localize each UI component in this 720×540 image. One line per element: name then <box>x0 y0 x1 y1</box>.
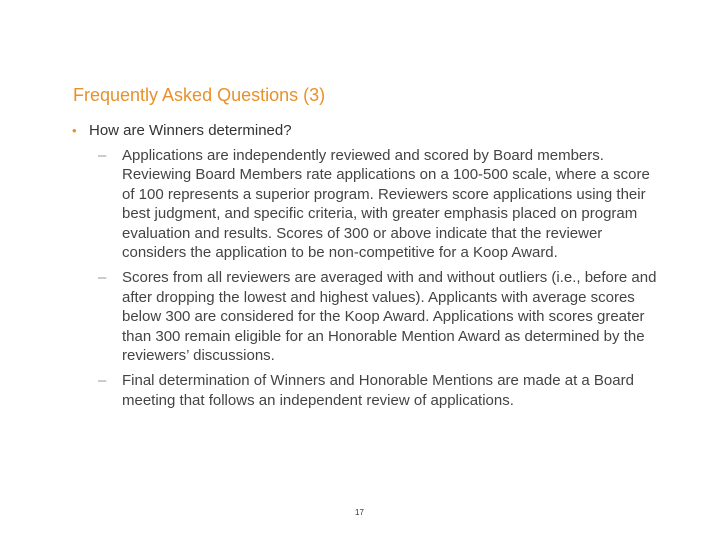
dash-marker: – <box>98 269 107 287</box>
dash-marker: – <box>98 372 107 390</box>
answer-item <box>98 268 658 365</box>
answer-text: Final determination of Winners and Honorable Mentions are made at a Board meeting that follows an independent review of applications. <box>122 372 634 409</box>
slide-title: Frequently Asked Questions (3) <box>73 85 326 105</box>
answer-list <box>98 146 658 416</box>
page-number: 17 <box>355 508 364 517</box>
bullet-question <box>72 121 292 141</box>
bullet-marker: • <box>72 123 77 138</box>
answer-item <box>98 371 658 410</box>
answer-text: Applications are independently reviewed and scored by Board members. Reviewing Board Members rate applications on a 100-500 scale, where a score of 100 represents a superior program. Reviewers score applications using their best judgment, and specific criteria, with greater emphasis placed on program evaluation and results. Scores of 300 or above indicate that the reviewer considers the application to be non-competitive for a Koop Award. <box>122 147 650 262</box>
bullet-text: How are Winners determined? <box>89 122 292 139</box>
dash-marker: – <box>98 147 107 164</box>
answer-item <box>98 146 658 262</box>
answer-text: Scores from all reviewers are averaged with and without outliers (i.e., before and after dropping the lowest and highest values). Applicants with average scores below 300 are considered for the Koop Award. Applications with scores greater than 300 remain eligible for an Honorable Mention Award as determined by the reviewers’ discussions. <box>122 269 657 365</box>
